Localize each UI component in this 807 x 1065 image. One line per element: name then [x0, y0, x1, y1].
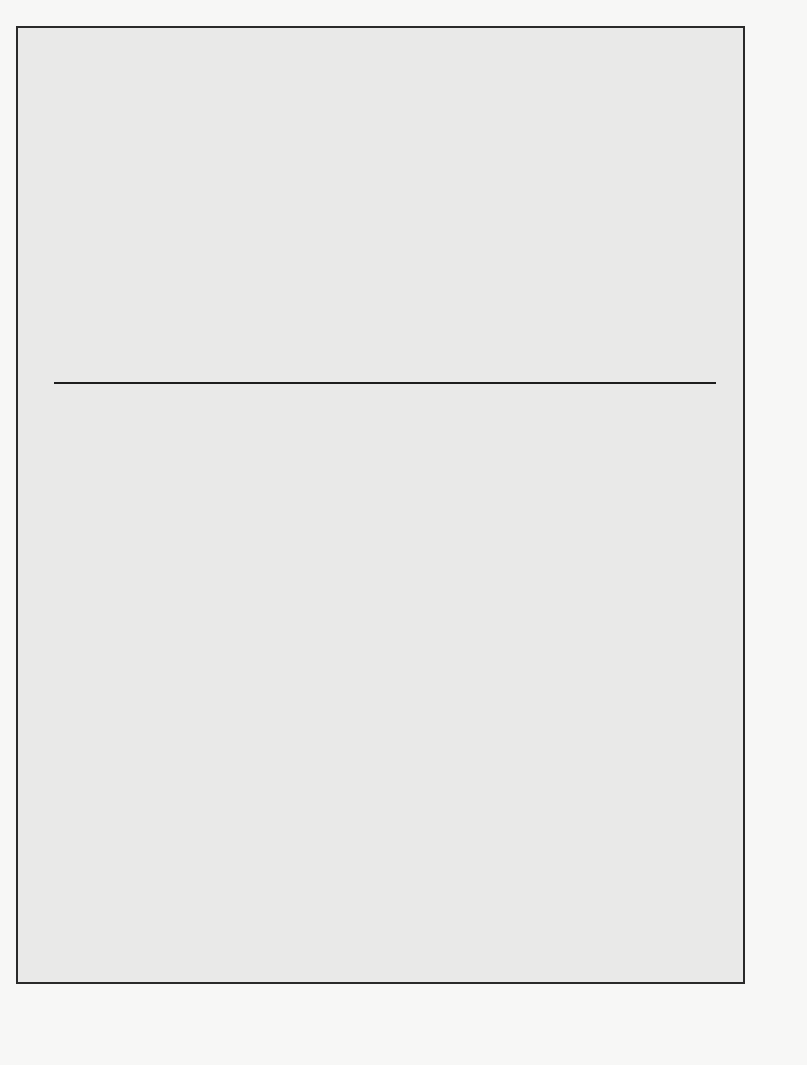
section-divider: [54, 382, 716, 384]
content-frame: [16, 26, 745, 984]
